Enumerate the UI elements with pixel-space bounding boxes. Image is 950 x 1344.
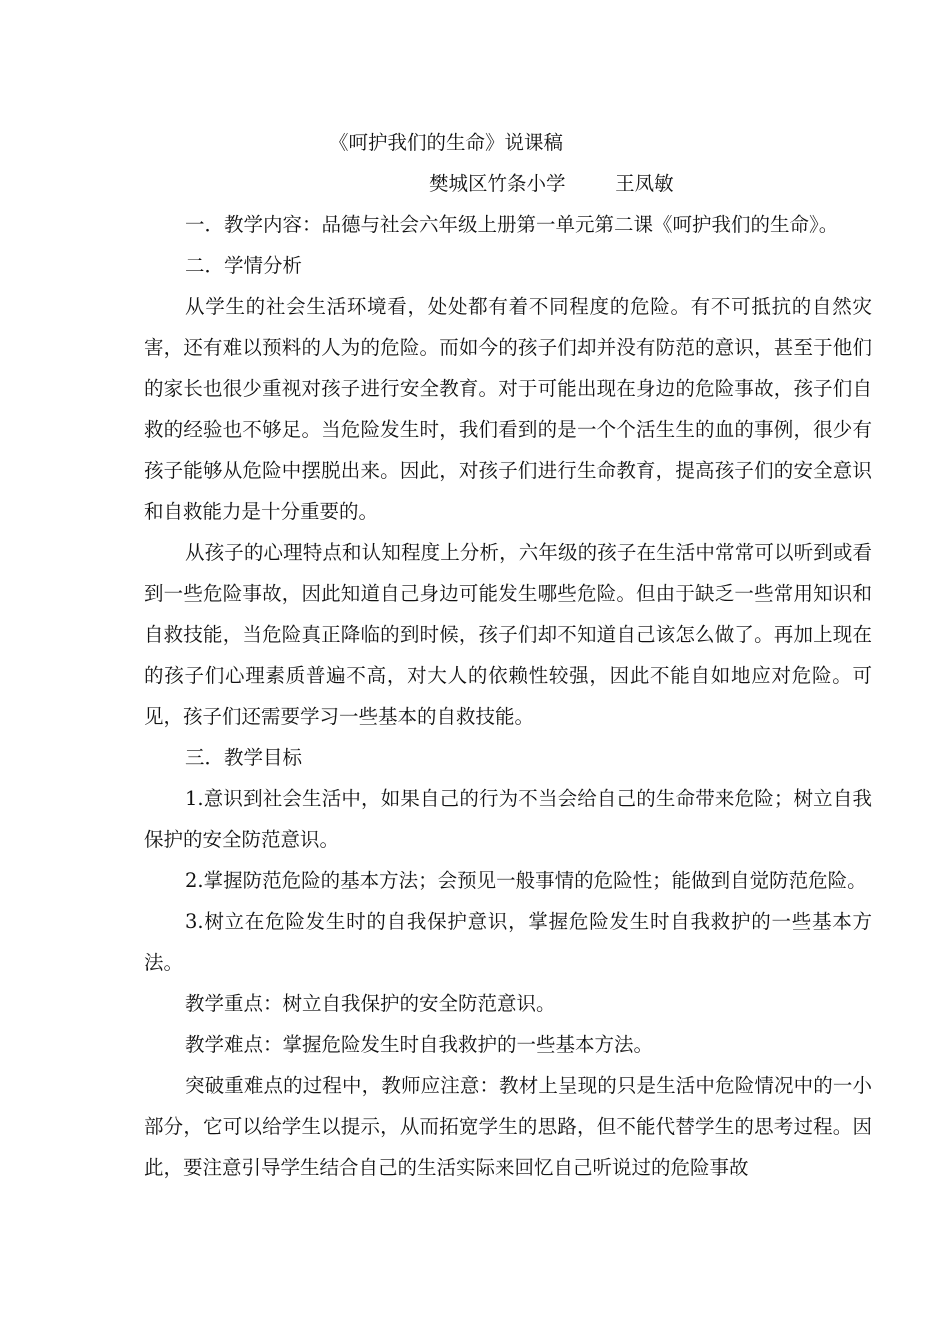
objective-item-1: 1.意识到社会生活中，如果自己的行为不当会给自己的生命带来危险；树立自我保护的安全防范意识。 [144, 787, 872, 851]
section-heading-objectives: 三．教学目标 [185, 746, 303, 769]
teaching-key-point: 教学重点：树立自我保护的安全防范意识。 [185, 992, 556, 1015]
objective-item-2: 2.掌握防范危险的基本方法；会预见一般事情的危险性；能做到自觉防范危险。 [185, 869, 867, 892]
paragraph-social-environment: 从学生的社会生活环境看，处处都有着不同程度的危险。有不可抵抗的自然灾害，还有难以预料的人为的危险。而如今的孩子们却并没有防范的意识，甚至于他们的家长也很少重视对孩子进行安全教育。对于可能出现在身边的危险事故，孩子们自救的经验也不够足。当危险发生时，我们看到的是一个个活生生的血的事例，很少有孩子能够从危险中摆脱出来。因此，对孩子们进行生命教育，提高孩子们的安全意识和自救能力是十分重要的。 [144, 295, 872, 523]
document-author: 樊城区竹条小学 王凤敏 [429, 172, 674, 195]
document-title: 《呵护我们的生命》说课稿 [329, 131, 564, 154]
section-heading-analysis: 二．学情分析 [185, 254, 303, 277]
section-teaching-content: 一．教学内容：品德与社会六年级上册第一单元第二课《呵护我们的生命》。 [185, 213, 839, 236]
paragraph-breakthrough: 突破重难点的过程中，教师应注意：教材上呈现的只是生活中危险情况中的一小部分，它可以给学生以提示，从而拓宽学生的思路，但不能代替学生的思考过程。因此，要注意引导学生结合自己的生活实际来回忆自己听说过的危险事故 [144, 1074, 872, 1179]
document-body [144, 122, 872, 1188]
objective-item-3: 3.树立在危险发生时的自我保护意识，掌握危险发生时自我救护的一些基本方法。 [144, 910, 872, 974]
teaching-difficulty: 教学难点：掌握危险发生时自我救护的一些基本方法。 [185, 1033, 654, 1056]
paragraph-psychology: 从孩子的心理特点和认知程度上分析，六年级的孩子在生活中常常可以听到或看到一些危险事故，因此知道自己身边可能发生哪些危险。但由于缺乏一些常用知识和自救技能，当危险真正降临的到时候，孩子们却不知道自己该怎么做了。再加上现在的孩子们心理素质普遍不高，对大人的依赖性较强，因此不能自如地应对危险。可见，孩子们还需要学习一些基本的自救技能。 [144, 541, 872, 728]
